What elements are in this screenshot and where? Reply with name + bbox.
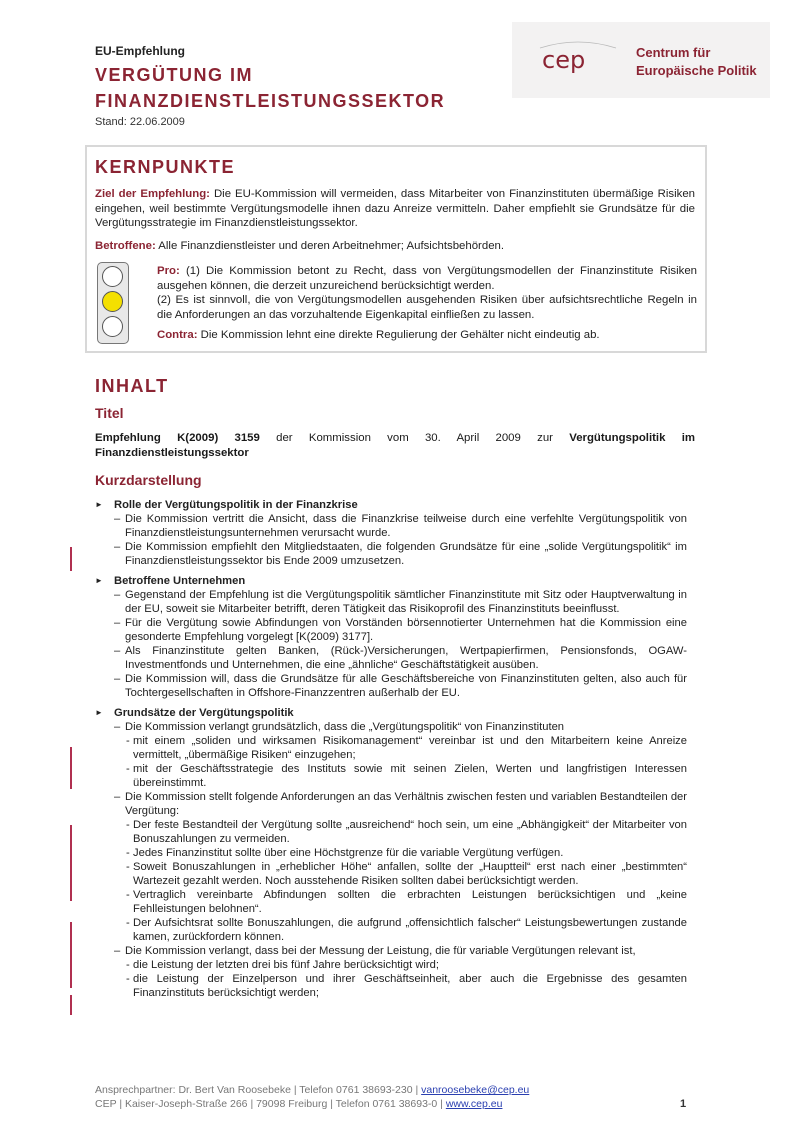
titel-heading: Titel	[95, 405, 124, 421]
kurz-list-item: – Als Finanzinstitute gelten Banken, (Rück-)Versicherungen, Wertpapierfirmen, Pensionsfonds, OGAW-Investmentfonds und Unternehmen, die eine „ähnliche“ Geschäftstätigkeit ausüben.	[95, 644, 687, 672]
traffic-light-top-lamp	[102, 266, 123, 287]
kurz-sub-item: - Soweit Bonuszahlungen in „erheblicher Höhe“ anfallen, sollte der „Hauptteil“ erst nach einer „bestimmten“ Wartezeit gezahlt werden. Noch ausstehende Risiken sollten dabei berücksichtigt werden.	[95, 860, 687, 888]
kurz-group-heading: ► Betroffene Unternehmen	[95, 574, 687, 588]
titel-middle: der Kommission vom 30. April 2009 zur	[259, 432, 570, 444]
kurz-list-item: – Die Kommission stellt folgende Anforderungen an das Verhältnis zwischen festen und variablen Bestandteilen der Vergütung:	[95, 790, 687, 818]
footer-contact	[95, 1083, 695, 1097]
kernpunkte-ziel	[95, 187, 695, 231]
kernpunkte-box	[85, 145, 707, 353]
footer-address-text: CEP | Kaiser-Joseph-Straße 266 | 79098 Freiburg | Telefon 0761 38693-0 |	[95, 1098, 446, 1110]
ziel-text: Die EU-Kommission will vermeiden, dass Mitarbeiter von Finanzinstituten übermäßige Risiken eingehen, weil bestimmte Vergütungsmodelle ihnen dazu Anreize vermitteln. Daher empfiehlt sie Grundsätze für die Vergütungsstrategie im Finanzdienstleistungssektor.	[95, 188, 695, 229]
kurz-group-heading: ► Grundsätze der Vergütungspolitik	[95, 706, 687, 720]
kernpunkte-betroffene	[95, 239, 695, 254]
pro-text-1: (1) Die Kommission betont zu Recht, dass von Vergütungsmodellen der Finanzinstitute Risiken ausgehen können, die derzeit unzureichend berücksichtigt werden.	[157, 265, 697, 292]
kurz-group-heading: ► Rolle der Vergütungspolitik in der Finanzkrise	[95, 498, 687, 512]
website-link[interactable]: www.cep.eu	[445, 1098, 503, 1110]
kurz-sub-item: - Jedes Finanzinstitut sollte über eine Höchstgrenze für die variable Vergütung verfügen.	[95, 846, 687, 860]
kurz-list-item: – Für die Vergütung sowie Abfindungen von Vorständen börsennotierter Unternehmen hat die Kommission eine gesonderte Empfehlung vorgelegt [K(2009) 3177].	[95, 616, 687, 644]
kurz-sub-item: - mit der Geschäftsstrategie des Instituts sowie mit seinen Zielen, Werten und langfristigen Interessen übereinstimmt.	[95, 762, 687, 790]
kurz-sub-item: - Der Aufsichtsrat sollte Bonuszahlungen, die aufgrund „offensichtlich falscher“ Leistungsbewertungen zustande kamen, zurückfordern können.	[95, 916, 687, 944]
footer-address	[95, 1097, 695, 1111]
document-header	[95, 44, 515, 128]
contra-label: Contra:	[157, 329, 198, 341]
kurz-list-item: – Gegenstand der Empfehlung ist die Vergütungspolitik sämtlicher Finanzinstitute mit Sitz oder Hauptverwaltung in der EU, soweit sie Mitarbeiter betrifft, deren Tätigkeit das Risikoprofil des Finanzinstituts beeinflusst.	[95, 588, 687, 616]
document-type: EU-Empfehlung	[95, 44, 185, 58]
page-footer	[95, 1083, 695, 1111]
kurz-sub-item: - mit einem „soliden und wirksamen Risikomanagement“ vereinbar ist und den Mitarbeitern keine Anreize vermittelt, „übermäßige Risiken“ einzugehen;	[95, 734, 687, 762]
margin-change-bar	[70, 922, 72, 988]
inhalt-heading: INHALT	[95, 376, 169, 396]
margin-change-bar	[70, 995, 72, 1015]
kurz-group	[95, 706, 687, 1000]
cep-logo-name-line-2: Europäische Politik	[636, 63, 757, 78]
kurzdarstellung-list	[95, 498, 687, 1006]
footer-contact-text: Ansprechpartner: Dr. Bert Van Roosebeke | Telefon 0761 38693-230 |	[95, 1084, 422, 1096]
betroffene-text: Alle Finanzdienstleister und deren Arbeitnehmer; Aufsichtsbehörden.	[155, 240, 505, 252]
document-date: Stand: 22.06.2009	[95, 116, 185, 128]
kurz-sub-item: - Vertraglich vereinbarte Abfindungen sollten die erbrachten Leistungen berücksichtigen und „keine Fehlleistungen belohnen“.	[95, 888, 687, 916]
pro-label: Pro:	[157, 265, 180, 277]
margin-change-bar	[70, 825, 72, 901]
traffic-light-bottom-lamp	[102, 316, 123, 337]
kurz-list-item: – Die Kommission will, dass die Grundsätze für alle Geschäftsbereiche von Finanzinstituten gelten, also auch für Tochtergesellschaften in Offshore-Finanzzentren außerhalb der EU.	[95, 672, 687, 700]
contact-email-link[interactable]: vanroosebeke@cep.eu	[421, 1084, 530, 1096]
titel-text	[95, 431, 695, 460]
kurz-list-item: – Die Kommission vertritt die Ansicht, dass die Finanzkrise teilweise durch eine verfehlte Vergütungspolitik von Finanzdienstleistungsunternehmen verursacht wurde.	[95, 512, 687, 540]
cep-logo-name-line-1: Centrum für	[636, 45, 711, 60]
document-title-line-1: VERGÜTUNG IM	[95, 65, 254, 85]
kurz-group	[95, 498, 687, 568]
kurzdarstellung-heading: Kurzdarstellung	[95, 472, 202, 488]
pro-text-2: (2) Es ist sinnvoll, die von Vergütungsmodellen ausgehenden Risiken über aufsichtsrechtliche Regeln in die Anforderungen an das vorzuhaltende Eigenkapital einfließen zu lassen.	[157, 294, 697, 321]
kurz-list-item: – Die Kommission empfiehlt den Mitgliedstaaten, die folgenden Grundsätze für eine „solide Vergütungspolitik“ im Finanzdienstleistungssektor bis Ende 2009 umzusetzen.	[95, 540, 687, 568]
betroffene-label: Betroffene:	[95, 240, 156, 252]
cep-logo-text: cep	[542, 46, 586, 74]
ziel-label: Ziel der Empfehlung:	[95, 188, 210, 200]
kernpunkte-heading: KERNPUNKTE	[95, 157, 236, 177]
kurz-list-item: – Die Kommission verlangt, dass bei der Messung der Leistung, die für variable Vergütungen relevant ist,	[95, 944, 687, 958]
cep-logo	[512, 22, 770, 98]
margin-change-bar	[70, 547, 72, 571]
document-title-line-2: FINANZDIENSTLEISTUNGSSEKTOR	[95, 91, 446, 111]
kurz-sub-item: - die Leistung der Einzelperson und ihrer Geschäftseinheit, aber auch die Ergebnisse des gesamten Finanzinstituts berücksichtigt werden;	[95, 972, 687, 1000]
titel-subject: Vergütungspolitik im Finanzdienstleistungssektor	[95, 432, 695, 459]
traffic-light-icon	[97, 262, 129, 344]
cep-logo-mark	[538, 38, 618, 78]
contra-text: Die Kommission lehnt eine direkte Regulierung der Gehälter nicht eindeutig ab.	[197, 329, 600, 341]
kernpunkte-pro	[157, 264, 697, 322]
page-number: 1	[680, 1098, 687, 1110]
kurz-sub-item: - Der feste Bestandteil der Vergütung sollte „ausreichend“ hoch sein, um eine „Abhängigkeit“ der Mitarbeiter von Bonuszahlungen zu vermeiden.	[95, 818, 687, 846]
kurz-sub-item: - die Leistung der letzten drei bis fünf Jahre berücksichtigt wird;	[95, 958, 687, 972]
margin-change-bar	[70, 747, 72, 789]
cep-logo-name	[636, 44, 757, 80]
traffic-light-middle-lamp	[102, 291, 123, 312]
titel-document-id: Empfehlung K(2009) 3159	[95, 432, 260, 444]
kurz-list-item: – Die Kommission verlangt grundsätzlich, dass die „Vergütungspolitik“ von Finanzinstituten	[95, 720, 687, 734]
kurz-group	[95, 574, 687, 700]
kernpunkte-contra	[157, 328, 697, 343]
